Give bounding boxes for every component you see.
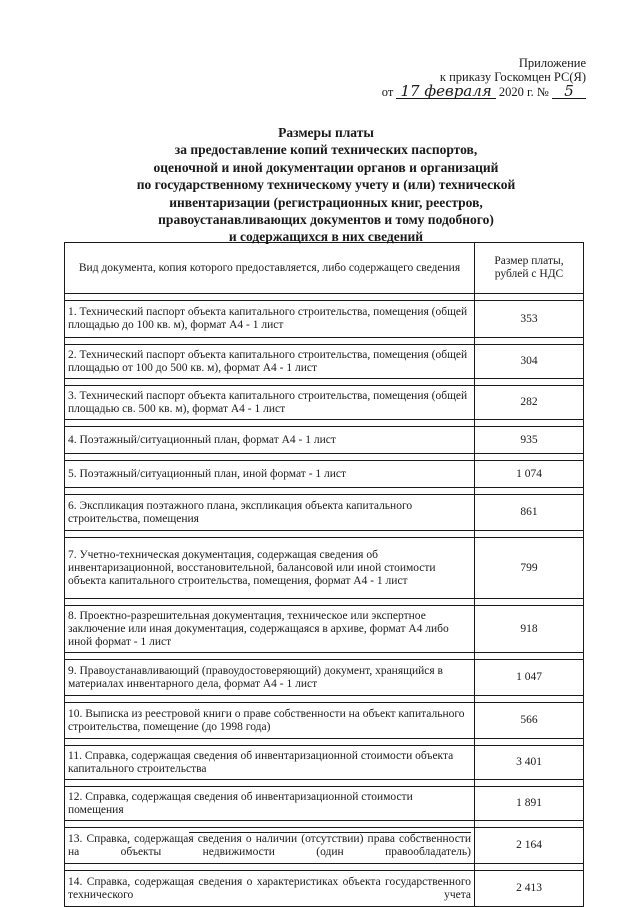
title-line: за предоставление копий технических паспортов, (174, 142, 478, 158)
spacer-cell (475, 420, 584, 427)
document-description: 7. Учетно-техническая документация, содержащая сведения об инвентаризационной, восстановительной, балансовой или иной стоимости объекта капитального строительства, помещения, формат А4 - 1 лист (65, 538, 475, 599)
annex-block (382, 56, 586, 99)
table-row (65, 871, 584, 907)
spacer-cell (65, 864, 475, 871)
spacer-cell (475, 739, 584, 746)
document-description: 4. Поэтажный/ситуационный план, формат А4 - 1 лист (65, 427, 475, 454)
date-prefix: от (381, 85, 394, 99)
spacer-cell (65, 488, 475, 495)
spacer-cell (475, 653, 584, 660)
row-spacer (65, 696, 584, 703)
fee-value: 1 047 (475, 660, 584, 696)
document-description: 9. Правоустанавливающий (правоудостоверяющий) документ, хранящийся в материалах инвентарного дела, формат А4 - 1 лист (65, 660, 475, 696)
annex-date-line (382, 84, 586, 99)
row-spacer (65, 338, 584, 345)
table-row (65, 660, 584, 696)
table-row (65, 703, 584, 739)
document-description: 13. Справка, содержащая сведения о наличии (отсутствии) права собственности на объекты недвижимости (один правообладатель) (65, 828, 475, 864)
spacer-cell (475, 780, 584, 787)
title-line: оценочной и иной документации органов и организаций (153, 159, 499, 175)
spacer-cell (65, 379, 475, 386)
document-description: 6. Экспликация поэтажного плана, экспликация объекта капитального строительства, помещения (65, 495, 475, 531)
title-line: инвентаризации (регистрационных книг, реестров, (169, 194, 483, 210)
document-title (70, 124, 582, 246)
fee-value: 353 (475, 301, 584, 338)
spacer-cell (475, 488, 584, 495)
table-row (65, 427, 584, 454)
spacer-cell (65, 599, 475, 606)
document-description: 11. Справка, содержащая сведения об инвентаризационной стоимости объекта капитального строительства (65, 746, 475, 780)
spacer-cell (65, 338, 475, 345)
fee-value: 799 (475, 538, 584, 599)
spacer-cell (65, 420, 475, 427)
spacer-cell (475, 864, 584, 871)
row-spacer (65, 420, 584, 427)
spacer-cell (475, 599, 584, 606)
spacer-cell (65, 780, 475, 787)
document-description: 14. Справка, содержащая сведения о характеристиках объекта государственного технического учета (65, 871, 475, 907)
row-spacer (65, 821, 584, 828)
title-line: и содержащихся в них сведений (228, 229, 424, 245)
handwritten-date: 17 февраля (396, 84, 495, 99)
spacer-cell (65, 531, 475, 538)
title-line: Размеры платы (278, 125, 374, 140)
spacer-cell (475, 531, 584, 538)
title-line: правоустанавливающих документов и тому подобного) (158, 212, 494, 228)
row-spacer (65, 454, 584, 461)
document-description: 2. Технический паспорт объекта капитального строительства, помещения (общей площадью от 100 до 500 кв. м), формат А4 - 1 лист (65, 345, 475, 379)
fee-value: 282 (475, 386, 584, 420)
spacer-cell (65, 696, 475, 703)
spacer-cell (475, 338, 584, 345)
header-document-type: Вид документа, копия которого предоставляется, либо содержащего сведения (65, 243, 475, 294)
spacer-cell (65, 653, 475, 660)
table-row (65, 787, 584, 821)
row-spacer (65, 780, 584, 787)
document-description: 12. Справка, содержащая сведения об инвентаризационной стоимости помещения (65, 787, 475, 821)
table-row (65, 746, 584, 780)
table-row (65, 345, 584, 379)
spacer-cell (475, 821, 584, 828)
table-row (65, 461, 584, 488)
spacer-cell (475, 294, 584, 301)
fee-value: 304 (475, 345, 584, 379)
row-spacer (65, 864, 584, 871)
fee-value: 1 074 (475, 461, 584, 488)
row-spacer (65, 739, 584, 746)
spacer-cell (475, 696, 584, 703)
document-description: 3. Технический паспорт объекта капитального строительства, помещения (общей площадью св. 500 кв. м), формат А4 - 1 лист (65, 386, 475, 420)
bottom-divider (189, 832, 471, 833)
annex-order-ref: к приказу Госкомцен РС(Я) (439, 70, 586, 84)
table-row (65, 386, 584, 420)
fee-value: 1 891 (475, 787, 584, 821)
table-row (65, 538, 584, 599)
fee-value: 918 (475, 606, 584, 653)
year-text: 2020 г. № (498, 85, 549, 99)
table-row (65, 606, 584, 653)
table-row (65, 301, 584, 338)
spacer-cell (65, 821, 475, 828)
row-spacer (65, 294, 584, 301)
table-header-row (65, 243, 584, 294)
fee-value: 3 401 (475, 746, 584, 780)
title-line: по государственному техническому учету и (или) технической (136, 177, 516, 193)
spacer-cell (65, 454, 475, 461)
fee-value: 935 (475, 427, 584, 454)
handwritten-number: 5 (552, 84, 586, 99)
row-spacer (65, 653, 584, 660)
row-spacer (65, 599, 584, 606)
fee-table (64, 242, 584, 907)
spacer-cell (65, 739, 475, 746)
header-fee-amount: Размер платы, рублей с НДС (475, 243, 584, 294)
fee-value: 566 (475, 703, 584, 739)
document-description: 5. Поэтажный/ситуационный план, иной формат - 1 лист (65, 461, 475, 488)
document-description: 1. Технический паспорт объекта капитального строительства, помещения (общей площадью до 100 кв. м), формат А4 - 1 лист (65, 301, 475, 338)
spacer-cell (475, 379, 584, 386)
table-row (65, 495, 584, 531)
fee-value: 2 164 (475, 828, 584, 864)
annex-label: Приложение (518, 56, 586, 70)
fee-value: 2 413 (475, 871, 584, 907)
row-spacer (65, 488, 584, 495)
document-description: 10. Выписка из реестровой книги о праве собственности на объект капитального строительства, помещение (до 1998 года) (65, 703, 475, 739)
row-spacer (65, 379, 584, 386)
spacer-cell (475, 454, 584, 461)
spacer-cell (65, 294, 475, 301)
row-spacer (65, 531, 584, 538)
fee-value: 861 (475, 495, 584, 531)
document-description: 8. Проектно-разрешительная документация, техническое или экспертное заключение или иная документация, содержащаяся в архиве, формат А4 либо иной формат - 1 лист (65, 606, 475, 653)
